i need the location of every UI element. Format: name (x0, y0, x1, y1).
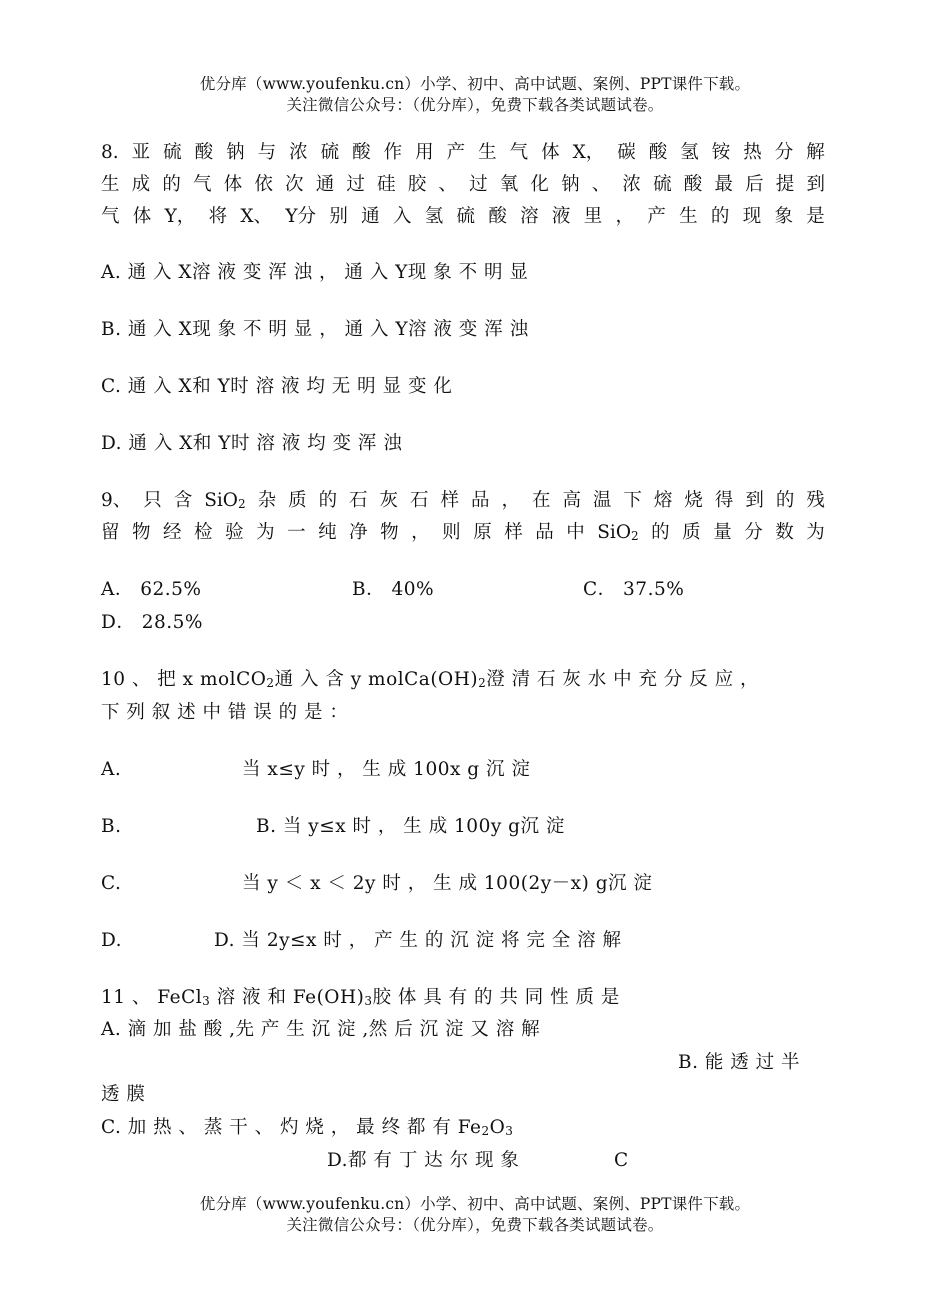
text-token: 通 (361, 206, 380, 227)
text-token: 碳 (617, 142, 636, 163)
text-token: 、 (438, 174, 457, 195)
text-token: 酸 (683, 174, 703, 195)
q10-option-a: 当 x≤y 时 ， 生 成 100x g 沉 淀 (242, 759, 531, 780)
text-token: Y， (164, 206, 196, 227)
text-token: 硅 (377, 174, 396, 195)
text-token: 溶 (520, 206, 539, 227)
text-token: 酸 (488, 206, 507, 227)
text-token: 的 (651, 522, 670, 543)
text-token: 为 (806, 522, 825, 543)
q10-option-d: D. 当 2y≤x 时 ， 产 生 的 沉 淀 将 完 全 溶 解 (214, 930, 622, 951)
text-token: Y分 (285, 206, 317, 227)
text-token: 硫 (163, 142, 182, 163)
header-line-2: 关注微信公众号：（优分库），免费下载各类试题试卷。 (286, 96, 664, 114)
text-token: ， (501, 490, 520, 511)
text-token: 得 (714, 490, 734, 511)
text-token: 量 (713, 522, 732, 543)
text-token: 物 (380, 522, 399, 543)
sio2-formula: SiO$_2$ (204, 490, 246, 511)
text-token: 次 (285, 174, 304, 195)
text-token: 中 (566, 522, 585, 543)
text-token: 解 (806, 142, 825, 163)
text-token: 只 (143, 490, 162, 511)
text-token: 检 (194, 522, 213, 543)
text-token: 通 (315, 174, 335, 195)
text-token: 一 (287, 522, 306, 543)
text-token: 作 (383, 142, 403, 163)
text-token: 含 (173, 490, 193, 511)
text-token: 温 (592, 490, 612, 511)
text-token: 体 (541, 142, 560, 163)
text-token: 样 (440, 490, 460, 511)
q10-line-2: 下 列 叙 述 中 错 误 的 是 ： (101, 702, 349, 723)
text-token: 成 (131, 174, 151, 195)
text-token: 生 (101, 174, 120, 195)
text-token: 质 (682, 522, 701, 543)
text-token: 气 (193, 174, 212, 195)
text-token: 是 (806, 206, 825, 227)
text-token: 钠 (561, 174, 580, 195)
text-token: 、 (591, 174, 611, 195)
text-token: 过 (346, 174, 365, 195)
text-token: 将 (208, 206, 228, 227)
sio2-formula: SiO$_2$ (597, 522, 639, 543)
text-token: 与 (257, 142, 277, 163)
text-token: 净 (349, 522, 368, 543)
text-token: 熔 (653, 490, 673, 511)
text-token: 液 (551, 206, 571, 227)
text-token: 品 (470, 490, 490, 511)
q11-option-a: A. 滴 加 盐 酸 ,先 产 生 沉 淀 ,然 后 沉 淀 又 溶 解 (101, 1019, 541, 1040)
q9-option-a: A． 62.5% (101, 579, 202, 600)
text-token: 酸 (648, 142, 668, 163)
q10-option-b-label: B. (101, 816, 122, 837)
q9-option-c: C． 37.5% (583, 579, 685, 600)
text-token: 气 (509, 142, 529, 163)
text-token: 体 (223, 174, 243, 195)
text-token: 热 (743, 142, 762, 163)
text-token: 现 (742, 206, 762, 227)
text-token: 石 (349, 490, 368, 511)
text-token: 分 (744, 522, 763, 543)
text-token: 用 (415, 142, 434, 163)
text-token: 过 (469, 174, 488, 195)
text-token: 浓 (289, 142, 308, 163)
text-token: 验 (225, 522, 244, 543)
text-token: 钠 (226, 142, 245, 163)
text-token: 数 (775, 522, 794, 543)
text-token: 最 (714, 174, 733, 195)
text-token: 在 (531, 490, 551, 511)
text-token: 化 (530, 174, 549, 195)
text-token: 品 (535, 522, 554, 543)
text-token: X， (572, 142, 605, 163)
text-token: 硫 (320, 142, 340, 163)
q8-option-d: D. 通 入 X和 Y时 溶 液 均 变 浑 浊 (101, 433, 403, 454)
text-token: X、 (240, 206, 273, 227)
q11-line-1: 11 、 FeCl$_3$ 溶 液 和 $Fe(OH)_3$胶 体 具 有 的 共 同 性 质 是 (101, 987, 620, 1008)
text-token: 的 (318, 490, 338, 511)
text-token: 氧 (499, 174, 519, 195)
text-token: 硫 (456, 206, 476, 227)
text-token: 物 (132, 522, 151, 543)
text-token: 铵 (711, 142, 731, 163)
q9-line-1 (101, 488, 825, 517)
text-token: 氢 (680, 142, 699, 163)
text-token: 的 (162, 174, 181, 195)
text-token: 生 (679, 206, 698, 227)
q10-option-a-label: A. (101, 759, 122, 780)
q8-line-2 (101, 172, 825, 198)
text-token: 样 (504, 522, 523, 543)
text-token: 分 (774, 142, 794, 163)
text-token: 里 (583, 206, 603, 227)
text-token: 纯 (318, 522, 337, 543)
text-token: 留 (101, 522, 120, 543)
q10-line-1: 10 、 把 x molCO$_2$通 入 含 y $molCa(OH)_2$澄 清 石 灰 水 中 充 分 反 应 ， (101, 669, 760, 690)
text-token: 灰 (379, 490, 399, 511)
text-token: 杂 (257, 490, 277, 511)
text-token: 别 (329, 206, 348, 227)
text-token: 8. (101, 142, 119, 163)
text-token: 氢 (424, 206, 444, 227)
text-token: 亚 (131, 142, 151, 163)
text-token: 产 (446, 142, 466, 163)
text-token: 烧 (684, 490, 703, 511)
q8-option-c: C. 通 入 X和 Y时 溶 液 均 无 明 显 变 化 (101, 376, 453, 397)
text-token: 的 (710, 206, 730, 227)
q10-option-b: B. 当 y≤x 时 ， 生 成 100y g沉 淀 (256, 816, 565, 837)
text-token: 为 (256, 522, 275, 543)
text-token: 到 (745, 490, 764, 511)
q10-option-c-label: C. (101, 873, 122, 894)
q8-line-1 (101, 140, 825, 166)
footer-line-2: 关注微信公众号：（优分库），免费下载各类试题试卷。 (286, 1216, 664, 1234)
q11-option-b-cont: 透 膜 (101, 1084, 146, 1105)
footer-line-1: 优分库（www.youfenku.cn）小学、初中、高中试题、案例、PPT课件下载。 (199, 1195, 751, 1213)
q10-option-c: 当 y ＜ x ＜ 2y 时 ， 生 成 100(2y－x) g沉 淀 (242, 873, 653, 894)
text-token: 提 (775, 174, 795, 195)
q9-line-2 (101, 520, 825, 549)
text-token: 高 (562, 490, 581, 511)
text-token: 的 (775, 490, 795, 511)
text-token: 经 (163, 522, 182, 543)
q9-option-b: B． 40% (352, 579, 435, 600)
text-token: 下 (623, 490, 642, 511)
text-token: 到 (806, 174, 825, 195)
text-token: 则 (442, 522, 461, 543)
text-token: 质 (288, 490, 307, 511)
text-token: 气 (101, 206, 120, 227)
text-token: 象 (774, 206, 794, 227)
text-token: 浓 (622, 174, 641, 195)
text-token: 胶 (407, 174, 427, 195)
text-token: 入 (392, 206, 412, 227)
q11-answer: C (614, 1150, 629, 1171)
text-token: 石 (410, 490, 429, 511)
q10-option-d-label: D. (101, 930, 123, 951)
q11-option-c: C. 加 热 、 蒸 干 、 灼 烧 ， 最 终 都 有 $Fe_2O_3$ (101, 1117, 514, 1138)
text-token: 酸 (194, 142, 214, 163)
q9-option-d: D． 28.5% (101, 612, 203, 633)
text-token: 原 (473, 522, 492, 543)
text-token: 体 (132, 206, 152, 227)
text-token: ， (615, 206, 635, 227)
text-token: 硫 (653, 174, 672, 195)
text-token: ， (411, 522, 430, 543)
header-line-1: 优分库（www.youfenku.cn）小学、初中、高中试题、案例、PPT课件下载。 (199, 75, 751, 93)
text-token: 残 (806, 490, 825, 511)
text-token: 酸 (352, 142, 371, 163)
q8-option-b: B. 通 入 X现 象 不 明 显 ， 通 入 Y溶 液 变 浑 浊 (101, 319, 529, 340)
text-token: 产 (647, 206, 666, 227)
text-token: 依 (254, 174, 273, 195)
text-token: 9、 (101, 490, 132, 511)
q8-option-a: A. 通 入 X溶 液 变 浑 浊 ， 通 入 Y现 象 不 明 显 (101, 262, 529, 283)
text-token: 生 (478, 142, 497, 163)
q11-option-b: B. 能 透 过 半 (678, 1052, 800, 1073)
q8-line-3 (101, 204, 825, 230)
text-token: 后 (745, 174, 764, 195)
q11-option-d: D.都 有 丁 达 尔 现 象 (327, 1150, 520, 1171)
